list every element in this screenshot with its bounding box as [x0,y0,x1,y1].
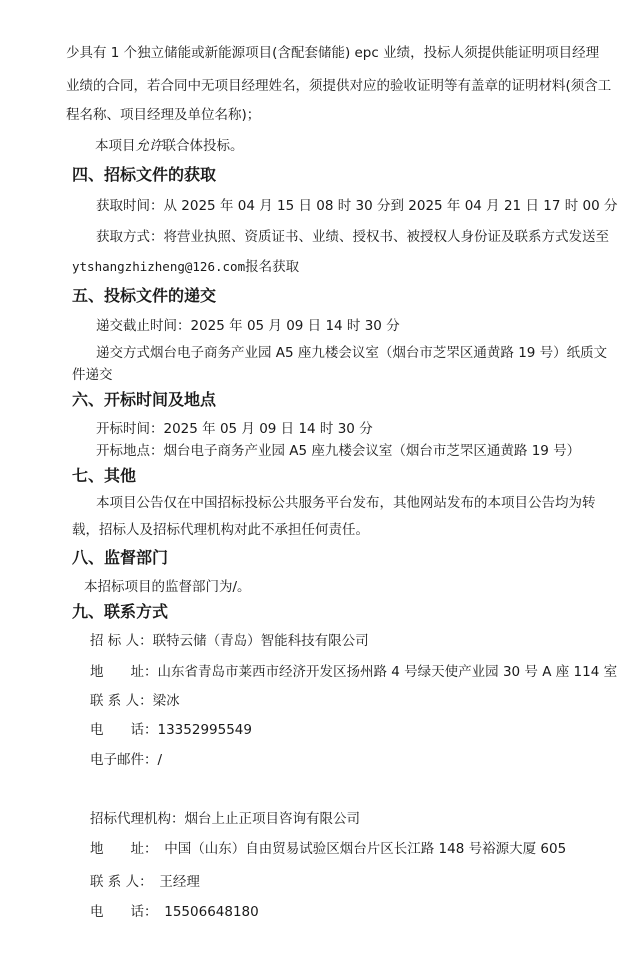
submit-deadline: 递交截止时间：2025 年 05 月 09 日 14 时 30 分 [96,318,400,334]
section-9-heading: 九、联系方式 [72,602,169,621]
section-4-heading: 四、招标文件的获取 [72,165,217,184]
tenderer-phone: 电 话：13352995549 [90,722,252,738]
tenderer-contact: 联 系 人：梁冰 [90,693,180,709]
agency-name: 招标代理机构：烟台上止正项目咨询有限公司 [90,811,360,827]
obtain-email-suffix: 报名获取 [245,259,300,275]
obtain-email-line [72,258,299,276]
other-text-2: 载，招标人及招标代理机构对此不承担任何责任。 [72,522,369,538]
other-text-1: 本项目公告仅在中国招标投标公共服务平台发布，其他网站发布的本项目公告均为转 [96,495,596,511]
opening-time: 开标时间：2025 年 05 月 09 日 14 时 30 分 [96,421,373,437]
consortium-post: 联合体投标。 [162,138,244,154]
agency-contact: 联 系 人： 王经理 [90,874,200,890]
submit-method-2: 件递交 [72,367,113,383]
agency-address: 地 址： 中国（山东）自由贸易试验区烟台片区长江路 148 号裕源大厦 605 [90,841,567,857]
consortium-italic: 允许 [135,138,163,154]
supervision-text: 本招标项目的监督部门为/。 [84,579,251,595]
section-8-heading: 八、监督部门 [72,548,169,567]
obtain-method: 获取方式：将营业执照、资质证书、业绩、授权书、被授权人身份证及联系方式发送至 [96,229,609,245]
body-line-2: 业绩的合同，若合同中无项目经理姓名，须提供对应的验收证明等有盖章的证明材料(须含工 [66,78,612,94]
obtain-time: 获取时间：从 2025 年 04 月 15 日 08 时 30 分到 2025 年 04 月 21 日 17 时 00 分 [96,198,618,214]
body-line-1: 少具有 1 个独立储能或新能源项目(含配套储能) epc 业绩，投标人须提供能证明项目经理 [66,45,600,61]
tenderer: 招 标 人：联特云储（青岛）智能科技有限公司 [90,633,369,649]
consortium-line [95,137,244,155]
section-7-heading: 七、其他 [72,466,137,485]
body-line-3: 程名称、项目经理及单位名称)； [66,107,261,123]
opening-place: 开标地点：烟台电子商务产业园 A5 座九楼会议室（烟台市芝罘区通黄路 19 号） [96,443,581,459]
obtain-email: ytshangzhizheng@126.com [72,259,246,274]
agency-phone: 电 话： 15506648180 [90,904,259,920]
consortium-pre: 本项目 [95,138,136,154]
section-5-heading: 五、投标文件的递交 [72,286,217,305]
tenderer-address: 地 址：山东省青岛市莱西市经济开发区扬州路 4 号绿天使产业园 30 号 A 座 114 室 [90,664,618,680]
submit-method-1: 递交方式烟台电子商务产业园 A5 座九楼会议室（烟台市芝罘区通黄路 19 号）纸质文 [96,345,608,361]
tenderer-email: 电子邮件：/ [90,752,163,768]
section-6-heading: 六、开标时间及地点 [72,390,217,409]
